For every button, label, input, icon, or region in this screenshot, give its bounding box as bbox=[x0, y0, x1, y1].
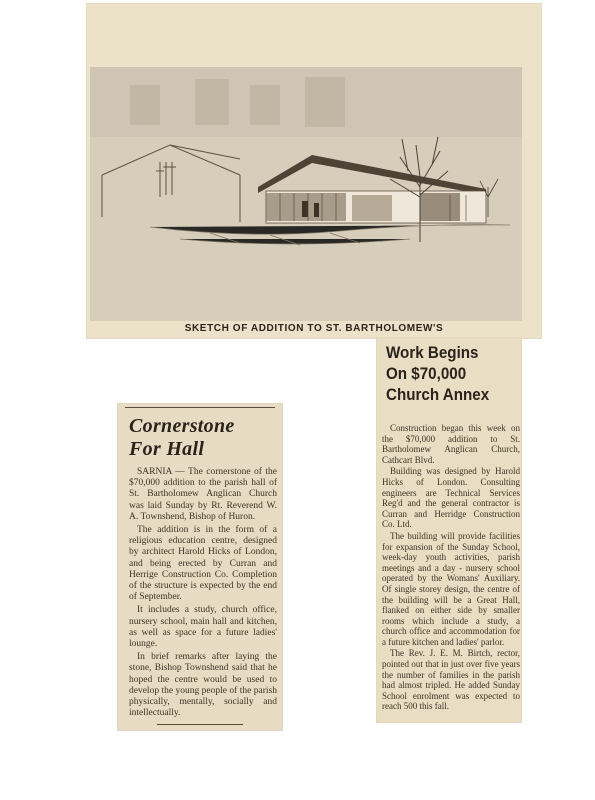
church-sketch-drawing bbox=[90, 67, 522, 321]
headline-line: Church Annex bbox=[386, 386, 490, 404]
article-paragraph: The addition is in the form of a religious education centre, designed by architect Harold Hicks of London, and being erected by Curran and Herrige Construction Co. Completion of the structure is expected by the end of September. bbox=[129, 525, 277, 603]
article-body bbox=[129, 467, 277, 721]
article-paragraph: SARNIA — The cornerstone of the $70,000 addition to the parish hall of St. Bartholomew Anglican Church was laid Sunday by Rt. Reverend W. A. Townshend, Bishop of Huron. bbox=[129, 467, 277, 522]
article-paragraph: The building will provide facilities for expansion of the Sunday School, week-day youth activities, parish meetings and a day - nursery school operated by the Womans' Auxiliary. Of single storey design, the centre of the building will be a Great Hall, flanked on either side by smaller rooms which include a study, a church office and accommodation for a future kitchen and ladies' parlor. bbox=[382, 530, 520, 647]
divider bbox=[157, 724, 243, 725]
article-work-begins bbox=[376, 337, 522, 723]
headline-line: Cornerstone bbox=[129, 415, 235, 437]
article-paragraph: Construction began this week on the $70,000 addition to St. Bartholomew Anglican Church, Cathcart Blvd. bbox=[382, 423, 520, 465]
article-paragraph: Building was designed by Harold Hicks of London. Consulting engineers are Technical Services Reg'd and the general contractor is Curran and Herridge Construction Co. Ltd. bbox=[382, 466, 520, 530]
article-paragraph: The Rev. J. E. M. Birtch, rector, pointed out that in just over five years the number of families in the parish had almost tripled. He added Sunday School enrolment was expected to reach 500 this fall. bbox=[382, 648, 520, 712]
headline-line: Work Begins bbox=[386, 344, 479, 362]
article-headline bbox=[386, 343, 506, 406]
article-cornerstone bbox=[117, 403, 283, 731]
article-paragraph: It includes a study, church office, nursery school, main hall and kitchen, as well as space for a future ladies' lounge. bbox=[129, 605, 277, 650]
headline-line: For Hall bbox=[129, 438, 205, 460]
article-paragraph: In brief remarks after laying the stone, Bishop Townshend said that he hoped the centre would be used to develop the young people of the parish physically, mentally, socially and intellectually. bbox=[129, 652, 277, 719]
article-body bbox=[382, 423, 520, 713]
headline-line: On $70,000 bbox=[386, 365, 467, 383]
article-headline bbox=[129, 415, 279, 461]
photo-clipping bbox=[86, 3, 542, 339]
photo-caption: SKETCH OF ADDITION TO ST. BARTHOLOMEW'S bbox=[184, 323, 444, 334]
sketch-image bbox=[90, 67, 522, 321]
divider bbox=[125, 407, 275, 408]
